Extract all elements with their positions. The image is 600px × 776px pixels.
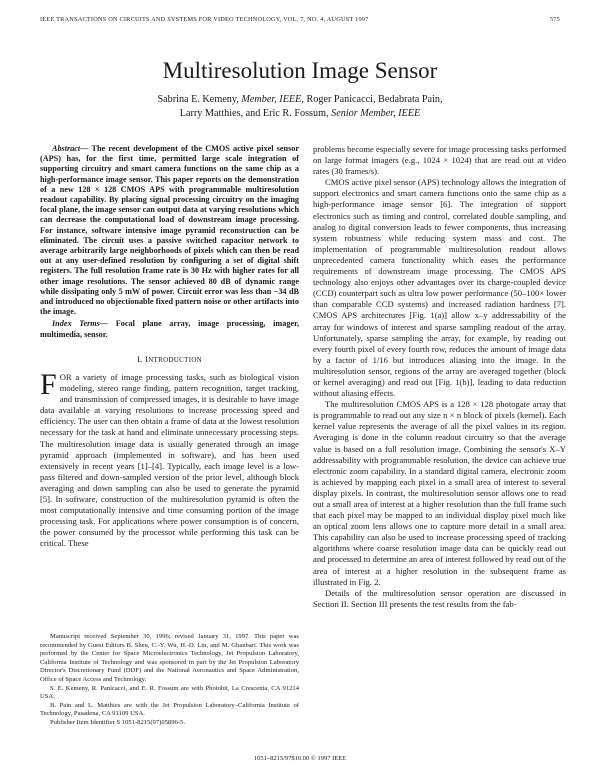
index-terms-text: Focal plane array, image processing, imager, multimedia, sensor.: [40, 319, 300, 339]
index-terms: [40, 319, 299, 339]
body-paragraph: CMOS active pixel sensor (APS) technology allows the integration of support electronics and smart camera functions onto the same chip as a high-performance image sensor [6]. The integration of support electronics such as timing and control, correlated double sampling, and analog to digital conversion leads to fewer components, thus increasing system robustness while reducing system mass and cost. The implementation of programmable multiresolution readout allows unprecedented camera functionality which eases the performance requirements of downstream image processing. The CMOS APS technology also enjoys other advantages over its charge-coupled device (CCD) counterpart such as ultra low power performance (50–100× lower than comparable CCD systems) and increased radiation hardness [7]. CMOS APS architectures [Fig. 1(a)] allow x–y addressability of the array for windows of interest and sparse sampling readout of the array. Unfortunately, sparse sampling the array, for example, by reading out every fourth pixel of every fourth row, reduces the amount of image data by a factor of 1/16 but introduces aliasing into the image. In the multiresolution sensor, regions of the array are averaged together (block or kernel averaging) and read out [Fig. 1(b)], leading to data reduction without aliasing effects.: [313, 177, 566, 399]
journal-name: IEEE TRANSACTIONS ON CIRCUITS AND SYSTEMS FOR VIDEO TECHNOLOGY, VOL. 7, NO. 4, AUGUST 1997: [40, 16, 369, 23]
footnote-affiliation-2: B. Pain and L. Matthies are with the Jet Propulsion Laboratory–California Institute of Technology, Pasadena, CA 91109 USA.: [40, 701, 299, 718]
footnote-affiliation-1: S. E. Kemeny, R. Panicacci, and E. R. Fossum are with Photobit, La Crescenta, CA 91214 USA.: [40, 684, 299, 701]
page-number: 575: [549, 16, 560, 23]
intro-text: OR a variety of image processing tasks, such as biological vision modeling, stereo range finding, pattern recognition, target tracking, and transmission of compressed images, it is desirable to have image data available at varying resolutions to increase processing speed and efficiency. The user can then obtain a frame of data at the lowest resolution necessary for the task at hand and eliminate unnecessary processing steps. The multiresolution image data is usually generated through an image pyramid approach (implemented in software), and has been used extensively in recent years [1]–[4]. Typically, each image level is a low-pass filtered and down-sampled version of the prior level, although block averaging and down sampling can also be used to generate the pyramid [5]. In software, construction of the multiresolution pyramid is often the most computationally intensive and time consuming portion of the image processing task. For applications where power consumption is of concern, the power consumed by the processor while performing this task can be critical. These: [40, 371, 299, 549]
index-terms-lead: Index Terms—: [52, 319, 109, 329]
copyright-footer: 1051–8215/97$10.00 © 1997 IEEE: [253, 755, 347, 762]
author-name: Sabrina E. Kemeny,: [157, 94, 239, 105]
abstract: [40, 144, 299, 317]
author-role: Senior Member, IEEE: [331, 107, 421, 119]
footnote-publisher-id: Publisher Item Identifier S 1051-8215(97)05896-5.: [50, 718, 185, 726]
abstract-text: The recent development of the CMOS active pixel sensor (APS) has, for the first time, permitted large scale integration of supporting circuitry and smart camera functions on the same chip as a high-performance image sensor. This paper reports on the demonstration of a new 128 × 128 CMOS APS with programmable multiresolution readout capability. By placing signal processing circuitry on the imaging focal plane, the image sensor can output data at varying resolutions which can decrease the computational load of downstream image processing. For instance, software intensive image pyramid reconstruction can be eliminated. The circuit uses a passive switched capacitor network to average arbitrarily large neighborhoods of pixels which can then be read out at any user-defined resolution by configuring a set of digital shift registers. The full resolution frame rate is 30 Hz with higher rates for all other image resolutions. The sensor achieved 80 dB of dynamic range while dissipating only 5 mW of power. Circuit error was less than −34 dB and introduced no objectionable fixed pattern noise or other artifacts into the image.: [40, 144, 299, 317]
author-role: Member, IEEE,: [241, 94, 304, 105]
footnote-manuscript: Manuscript received September 30, 1996; revised January 31, 1997. This paper was recommended by Guest Editors B. Sheu, C.-Y. Wu, H.-D. Lin, and M. Ghanbari. This work was performed by the Center for Space Microelectronics Technology, Jet Propulsion Laboratory, California Institute of Technology and was sponsored in part by the Jet Propulsion Laboratory Director's Discretionary Fund (DDF) and the National Aeronautics and Space Administration, Office of Space Access and Technology.: [40, 633, 299, 683]
running-header: [40, 16, 560, 28]
left-column: [40, 144, 299, 549]
author-name: Roger Panicacci, Bedabrata Pain,: [306, 94, 443, 105]
right-column: [313, 144, 566, 610]
section-name: NTRODUCTION: [148, 355, 203, 364]
intro-paragraph: [40, 367, 299, 550]
abstract-lead: Abstract—: [52, 144, 89, 153]
body-paragraph: problems become especially severe for image processing tasks performed on large format imagers (e.g., 1024 × 1024) that are read out at video rates (30 frames/s).: [313, 144, 566, 177]
author-block: [0, 93, 600, 120]
section-heading: [40, 354, 299, 366]
drop-cap: F: [40, 367, 57, 401]
section-number: I. I: [136, 353, 149, 364]
body-paragraph: Details of the multiresolution sensor operation are discussed in Section II. Section III presents the test results from the fab-: [313, 587, 566, 609]
author-name: Larry Matthies, and Eric R. Fossum,: [179, 107, 329, 119]
author-line-2: [0, 107, 600, 121]
body-paragraph: The multiresolution CMOS APS is a 128 × 128 photogate array that is programmable to read out any size n × n block of pixels (kernel). Each kernel value represents the average of all the pixel values in its region. Averaging is done in the column readout circuitry so that the average value is based on a full resolution image. Combining the sensor's X–Y addressability with programmable resolution, the device can achieve true electronic zoom capability. In a standard digital camera, electronic zoom is achieved by mapping each pixel in a small area of interest to several display pixels. In contrast, the multiresolution sensor allows one to read out a small area of interest at a higher resolution than the full frame such that each pixel may be mapped to an individual display pixel much like an optical zoom lens allows one to capture more detail in a small area. This capability can also be used to increase processing speed of tracking algorithms where coarse resolution image data can be quickly read out and processed to determine an area of interest followed by read out of the area of interest at a higher resolution in the subsequent frame as illustrated in Fig. 2.: [313, 399, 566, 587]
paper-title: Multiresolution Image Sensor: [162, 58, 438, 83]
author-line-1: [0, 93, 600, 107]
footnote-block: [40, 633, 299, 728]
